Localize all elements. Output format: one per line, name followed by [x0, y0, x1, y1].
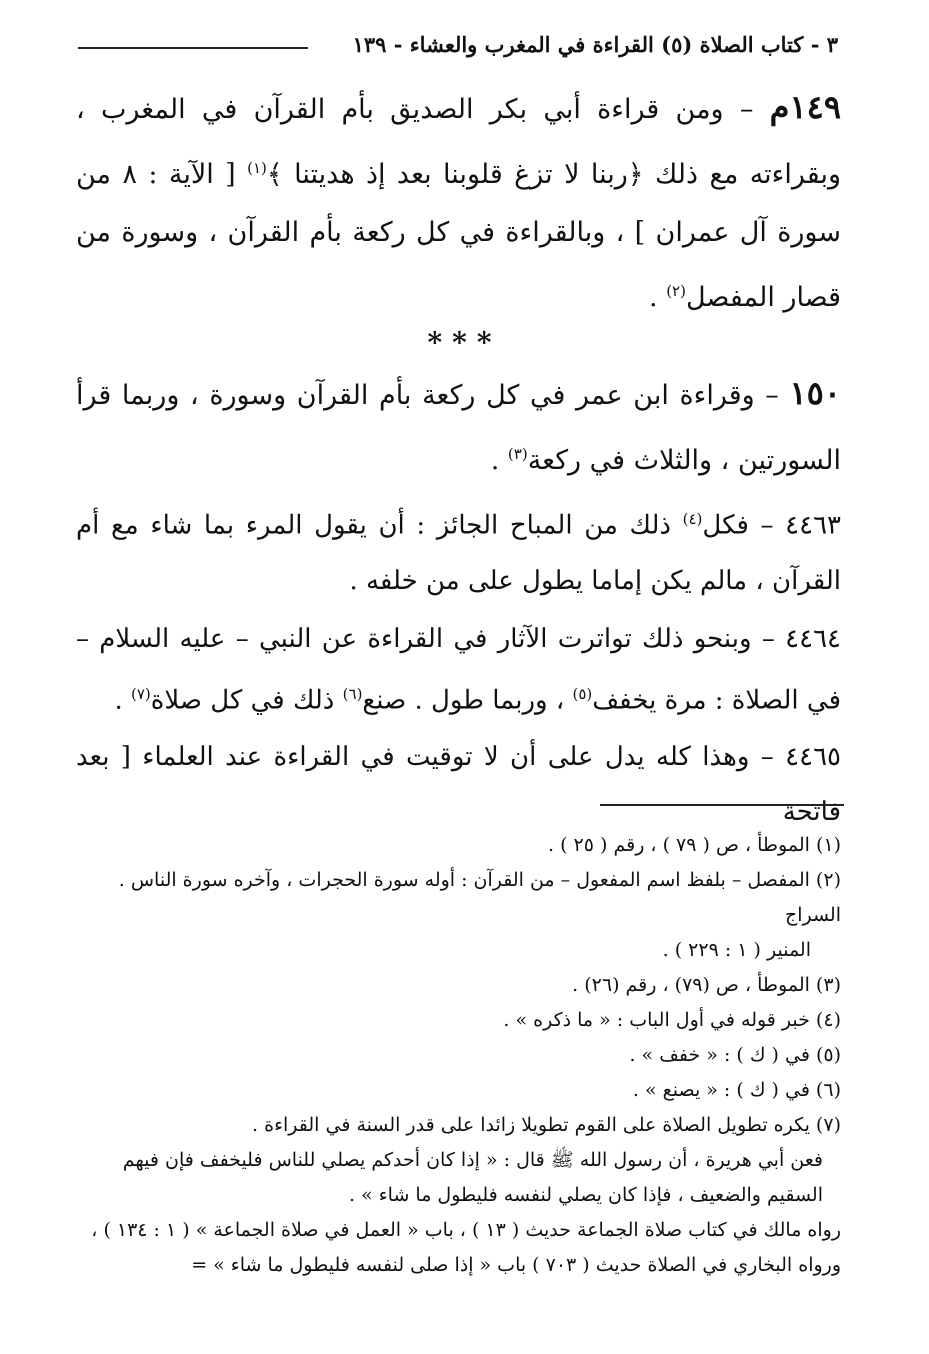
footnote-4: (٤) خبر قوله في أول الباب : « ما ذكره » . — [503, 1009, 841, 1031]
paragraph-4463-body: ٤٤٦٣ – فكل — [702, 510, 841, 541]
paragraph-150-number: ١٥٠ — [789, 374, 841, 412]
footnote-ref-5: (٥) — [572, 685, 593, 703]
header-text: ٣ - كتاب الصلاة (٥) القراءة في المغرب والعشاء - ١٣٩ — [352, 32, 838, 57]
footnote-5: (٥) في ( ك ) : « خفف » . — [629, 1044, 841, 1066]
paragraph-4464-text — [76, 612, 841, 729]
paragraph-149-end: . — [649, 282, 667, 313]
footnote-ref-1: (١) — [247, 159, 267, 177]
paragraph-4465 — [76, 730, 841, 840]
footnote-1: (١) الموطأ ، ص ( ٧٩ ) ، رقم ( ٢٥ ) . — [548, 834, 841, 856]
paragraph-150-body: – وقراءة ابن عمر في كل ركعة بأم القرآن وسورة ، وربما قرأ السورتين ، والثلاث في ركعة — [76, 380, 841, 476]
paragraph-4465-text: ٤٤٦٥ – وهذا كله يدل على أن لا توقيت في القراءة عند العلماء [ بعد فاتحة — [76, 742, 841, 827]
paragraph-4464-end: . — [114, 685, 131, 716]
paragraph-4463-text — [76, 492, 841, 609]
footnote-separator — [600, 804, 844, 806]
paragraph-150 — [76, 364, 841, 490]
paragraph-4463 — [76, 492, 841, 609]
footnote-ref-7: (٧) — [131, 685, 151, 703]
footnote-6: (٦) في ( ك ) : « يصنع » . — [632, 1079, 841, 1101]
paragraph-149-body-2: [ الآية : ٨ من سورة آل عمران ] ، وبالقراءة في كل ركعة بأم القرآن ، وسورة من قصار المفصل — [76, 159, 841, 313]
paragraph-4463-body-2: ذلك من المباح الجائز : أن يقول المرء بما شاء مع أم القرآن ، مالم يكن إماما يطول على من خلفه . — [76, 510, 841, 596]
footnote-ref-2: (٢) — [666, 282, 686, 300]
paragraph-4464-body-3: ذلك في كل صلاة — [150, 685, 343, 716]
footnote-ref-4: (٤) — [682, 510, 703, 528]
footnote-7: (٧) يكره تطويل الصلاة على القوم تطويلا زائدا على قدر السنة في القراءة . — [252, 1114, 841, 1136]
running-header — [78, 30, 838, 64]
footnote-3: (٣) الموطأ ، ص (٧٩) ، رقم (٢٦) . — [572, 974, 841, 996]
paragraph-150-text — [76, 364, 841, 490]
paragraph-149-text — [76, 78, 841, 327]
section-separator: *** — [427, 326, 502, 359]
paragraph-149-body: – ومن قراءة أبي بكر الصديق بأم القرآن في المغرب ، وبقراءته مع ذلك ﴿ربنا لا تزغ قلوبنا بعد إذ هديتنا ﴾ — [76, 94, 841, 190]
paragraph-4464 — [76, 612, 841, 729]
footnote-7-source: رواه مالك في كتاب صلاة الجماعة حديث ( ١٣ ) ، باب « العمل في صلاة الجماعة » ( ١ : ١٣٤ ) ، ورواه البخاري في الصلاة حديث ( ٧٠٣ ) باب « إذا صلى لنفسه فليطول ما شاء » = — [91, 1219, 841, 1276]
paragraph-149-number: ١٤٩م — [769, 88, 841, 126]
header-rule — [78, 47, 308, 49]
paragraph-149 — [76, 78, 841, 327]
footnote-ref-6: (٦) — [342, 685, 363, 703]
footnote-2-continuation: المنير ( ١ : ٢٢٩ ) . — [662, 939, 811, 961]
paragraph-4464-body-2: ، وربما طول . صنع — [362, 685, 573, 716]
footnote-7-hadith: فعن أبي هريرة ، أن رسول الله ﷺ قال : « إذا كان أحدكم يصلي للناس فليخفف فإن فيهم السقيم والضعيف ، فإذا كان يصلي لنفسه فليطول ما شاء » . — [122, 1149, 823, 1206]
footnote-2: (٢) المفصل – بلفظ اسم المفعول – من القرآن : أوله سورة الحجرات ، وآخره سورة الناس . السراج — [118, 869, 841, 926]
paragraph-150-end: . — [490, 445, 508, 476]
footnotes — [76, 828, 841, 1283]
paragraph-4464-body: ٤٤٦٤ – وبنحو ذلك تواترت الآثار في القراءة عن النبي – عليه السلام – في الصلاة : مرة يخفف — [76, 624, 841, 716]
footnote-ref-3: (٣) — [507, 445, 528, 463]
